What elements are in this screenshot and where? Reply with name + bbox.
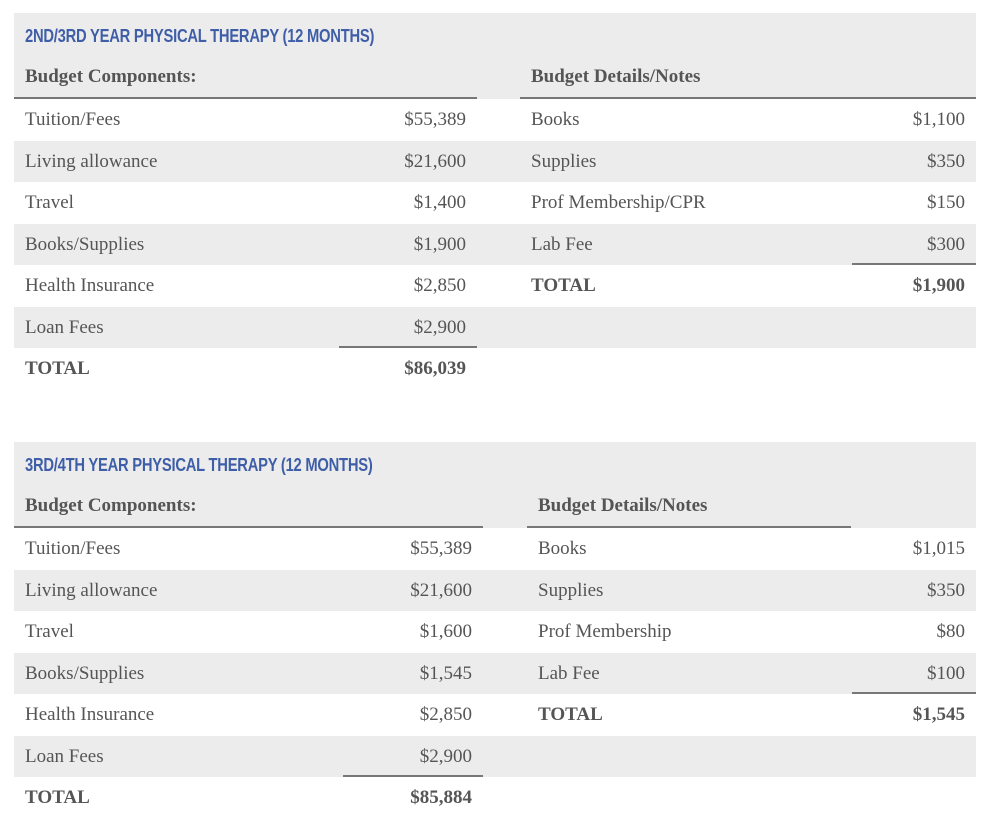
component-amount: $1,400 xyxy=(413,192,466,213)
component-amount: $1,545 xyxy=(419,662,472,684)
component-amount: $21,600 xyxy=(404,150,466,172)
component-label: Health Insurance xyxy=(25,704,155,725)
component-amount: $55,389 xyxy=(404,109,466,130)
budget-table xyxy=(14,99,976,390)
component-label: Books/Supplies xyxy=(25,233,145,255)
section-title: 3RD/4TH YEAR PHYSICAL THERAPY (12 MONTHS) xyxy=(14,442,976,486)
table-row xyxy=(14,570,976,612)
component-label: Loan Fees xyxy=(25,316,104,338)
components-header: Budget Components: xyxy=(14,486,483,528)
component-total-label: TOTAL xyxy=(25,787,90,808)
table-row xyxy=(14,265,976,307)
budget-section-2 xyxy=(14,442,976,819)
details-header: Budget Details/Notes xyxy=(520,57,976,99)
detail-amount: $80 xyxy=(936,621,965,642)
detail-amount: $1,015 xyxy=(912,538,965,559)
component-label: Travel xyxy=(25,192,74,213)
detail-total-amount: $1,545 xyxy=(912,704,965,725)
table-row xyxy=(14,611,976,653)
component-amount: $2,850 xyxy=(419,704,472,725)
table-row xyxy=(14,777,976,819)
component-amount: $2,850 xyxy=(413,275,466,296)
component-label: Living allowance xyxy=(25,579,158,601)
component-total-amount: $86,039 xyxy=(404,358,466,379)
detail-total-label: TOTAL xyxy=(531,275,596,296)
budget-section-1 xyxy=(14,13,976,390)
detail-label: Books xyxy=(531,109,580,130)
table-row xyxy=(14,182,976,224)
details-header: Budget Details/Notes xyxy=(527,486,851,528)
table-header xyxy=(14,486,976,528)
detail-label: Lab Fee xyxy=(538,662,600,684)
detail-total-label: TOTAL xyxy=(538,704,603,725)
table-row xyxy=(14,141,976,183)
component-amount: $2,900 xyxy=(419,745,472,767)
table-header xyxy=(14,57,976,99)
component-total-label: TOTAL xyxy=(25,358,90,379)
detail-label: Books xyxy=(538,538,587,559)
component-amount: $1,600 xyxy=(419,621,472,642)
detail-total-amount: $1,900 xyxy=(912,275,965,296)
detail-amount: $350 xyxy=(927,579,965,601)
detail-label: Supplies xyxy=(531,150,597,172)
table-row xyxy=(14,307,976,349)
detail-label: Prof Membership xyxy=(538,621,672,642)
table-row xyxy=(14,736,976,778)
component-amount: $1,900 xyxy=(413,233,466,255)
table-row xyxy=(14,348,976,390)
table-row xyxy=(14,653,976,695)
table-row xyxy=(14,528,976,570)
detail-amount: $300 xyxy=(927,233,965,255)
detail-label: Prof Membership/CPR xyxy=(531,192,706,213)
component-label: Travel xyxy=(25,621,74,642)
component-amount: $55,389 xyxy=(410,538,472,559)
table-row xyxy=(14,224,976,266)
components-header: Budget Components: xyxy=(14,57,477,99)
component-amount: $2,900 xyxy=(413,316,466,338)
component-label: Living allowance xyxy=(25,150,158,172)
table-row xyxy=(14,694,976,736)
component-label: Health Insurance xyxy=(25,275,155,296)
table-row xyxy=(14,99,976,141)
component-label: Tuition/Fees xyxy=(25,538,121,559)
detail-amount: $100 xyxy=(927,662,965,684)
component-label: Books/Supplies xyxy=(25,662,145,684)
section-title: 2ND/3RD YEAR PHYSICAL THERAPY (12 MONTHS) xyxy=(14,13,976,57)
component-amount: $21,600 xyxy=(410,579,472,601)
detail-label: Supplies xyxy=(538,579,604,601)
detail-amount: $150 xyxy=(927,192,965,213)
component-total-amount: $85,884 xyxy=(410,787,472,808)
budget-table xyxy=(14,528,976,819)
detail-label: Lab Fee xyxy=(531,233,593,255)
component-label: Tuition/Fees xyxy=(25,109,121,130)
detail-amount: $350 xyxy=(927,150,965,172)
component-label: Loan Fees xyxy=(25,745,104,767)
detail-amount: $1,100 xyxy=(912,109,965,130)
